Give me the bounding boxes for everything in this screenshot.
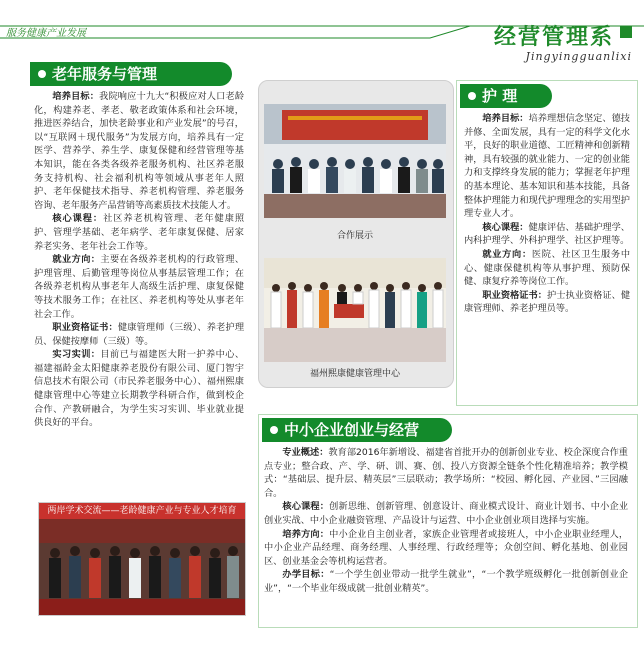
- label: 职业资格证书：: [482, 289, 547, 301]
- title-square-icon: [620, 26, 632, 38]
- label: 核心课程：: [52, 213, 104, 225]
- health-center-photo: [264, 258, 446, 362]
- label: 专业概述：: [282, 447, 329, 458]
- paragraph: 培养理想信念坚定、德技并修、全面发展，具有一定的科学文化水平，良好的职业道德、工匠精神和创新精神，具有较强的就业能力、一定的创业能力和支撑终身发展的能力；掌握老年护理的基本理论、基本知识和基本技能，具备整体护理能力和现代护理理念的实用型护理专业人才。: [464, 113, 630, 220]
- bullet-icon: [468, 92, 476, 100]
- label: 培养方向：: [282, 528, 330, 540]
- nursing-title: 护 理: [482, 87, 518, 105]
- paragraph: 社区养老机构管理、老年健康照护、管理学基础、老年病学、老年康复保健、居家养老实务、老年社会工作等。: [34, 213, 245, 252]
- paragraph: 医院、社区卫生服务中心、健康保健机构等从事护理、预防保健、康复疗养等岗位工作。: [464, 248, 631, 288]
- nursing-header: [460, 84, 552, 108]
- paragraph: 护士执业资格证、健康管理师、养老护理员等。: [464, 289, 631, 315]
- elder-care-text: [34, 90, 244, 430]
- label: 实习实训：: [52, 349, 101, 361]
- photo-caption-2: 福州熙康健康管理中心: [309, 369, 400, 379]
- paragraph: 健康评估、基础护理学、内科护理学、外科护理学、社区护理等。: [464, 221, 630, 247]
- paragraph: 教育部2016年新增设、福建省首批开办的创新创业专业、校企深度合作重点专业；整合政、产、学、研、训、赛、创、投八方资源全链条个性化精准培养；教学模式：“基础层、提升层、精英层”三层联动；教学场所：“校园、孵化园、产业园、”三园融合。: [264, 447, 628, 499]
- bullet-icon: [270, 426, 278, 434]
- department-pinyin: Jingyingguanlixi: [525, 50, 632, 63]
- paragraph: 我院响应十九大“积极应对人口老龄化，构建养老、孝老、敬老政策体系和社会环境，推进医养结合，加快老龄事业和产业发展”的号召，以“互联网＋现代服务”为发展方向，培养具有一定医学、营养学、养生学、康复保健和经营管理等基本知识，能在各类各级养老服务机构、社区养老服务支持机构、社会福利机构等领域从事老年人照护、老年保健技术指导、养老机构管理、养老服务咨询、老年服务产品营销等高素质技术技能人才。: [34, 91, 245, 211]
- paragraph: 创新思维、创新管理、创意设计、商业模式设计、商业计划书、中小企业创业实战、中小企业融资管理、产品设计与运营、中小企业创业项目选择与实施。: [264, 501, 629, 526]
- paragraph: 中小企业自主创业者，家族企业管理者或接班人，中小企业职业经理人，中小企业产品经理、商务经理、人事经理、行政经理等；众创空间、孵化基地、创业园区、创业基金会等机构运营者。: [264, 528, 629, 567]
- label: 培养目标：: [482, 113, 529, 124]
- label: 培养目标：: [52, 91, 100, 102]
- paragraph: 主要在各级养老机构的行政管理、护理管理、后勤管理等岗位从事基层管理工作；在各级养老机构从事老年人高级生活护理、康复保健等技术服务工作；在社区、养老机构等处从事老年社会工作。: [34, 254, 245, 320]
- banner-title: 两岸学术交流——老龄健康产业与专业人才培育: [39, 503, 245, 519]
- header-tagline: 服务健康产业发展: [6, 28, 86, 39]
- bullet-icon: [38, 70, 46, 78]
- paragraph: 健康管理师（三级）、养老护理员、保健按摩师（三级）等。: [34, 322, 245, 347]
- paragraph: “一个学生创业带动一批学生就业”，“一个教学班级孵化一批创新创业企业”，“一个毕业年级成就一批创业精英”。: [264, 569, 629, 594]
- sme-text: [264, 446, 628, 596]
- sme-header: [262, 418, 452, 442]
- nursing-text: [464, 112, 630, 316]
- elder-care-title: 老年服务与管理: [52, 65, 158, 83]
- department-title: 经营管理系: [493, 24, 614, 50]
- paragraph: 目前已与福建医大附一护养中心、福建福龄金太阳健康养老股份有限公司、厦门智宇信息技术有限公司（市民养老服务中心）、福州熙康健康管理中心等建立长期教学科研合作，做到校企合作、产教研融合，为学生实习实训、毕业就业提供良好的平台。: [34, 349, 245, 429]
- cooperation-photo: [264, 104, 446, 218]
- sme-title: 中小企业创业与经营: [284, 421, 420, 439]
- label: 办学目标：: [282, 569, 330, 581]
- photo-caption-1: 合作展示: [336, 231, 373, 241]
- label: 核心课程：: [482, 221, 529, 233]
- exchange-banner-photo: [38, 502, 246, 616]
- label: 就业方向：: [52, 254, 101, 266]
- label: 职业资格证书：: [52, 322, 118, 334]
- elder-care-header: [30, 62, 232, 86]
- label: 核心课程：: [282, 501, 330, 513]
- label: 就业方向：: [482, 248, 532, 260]
